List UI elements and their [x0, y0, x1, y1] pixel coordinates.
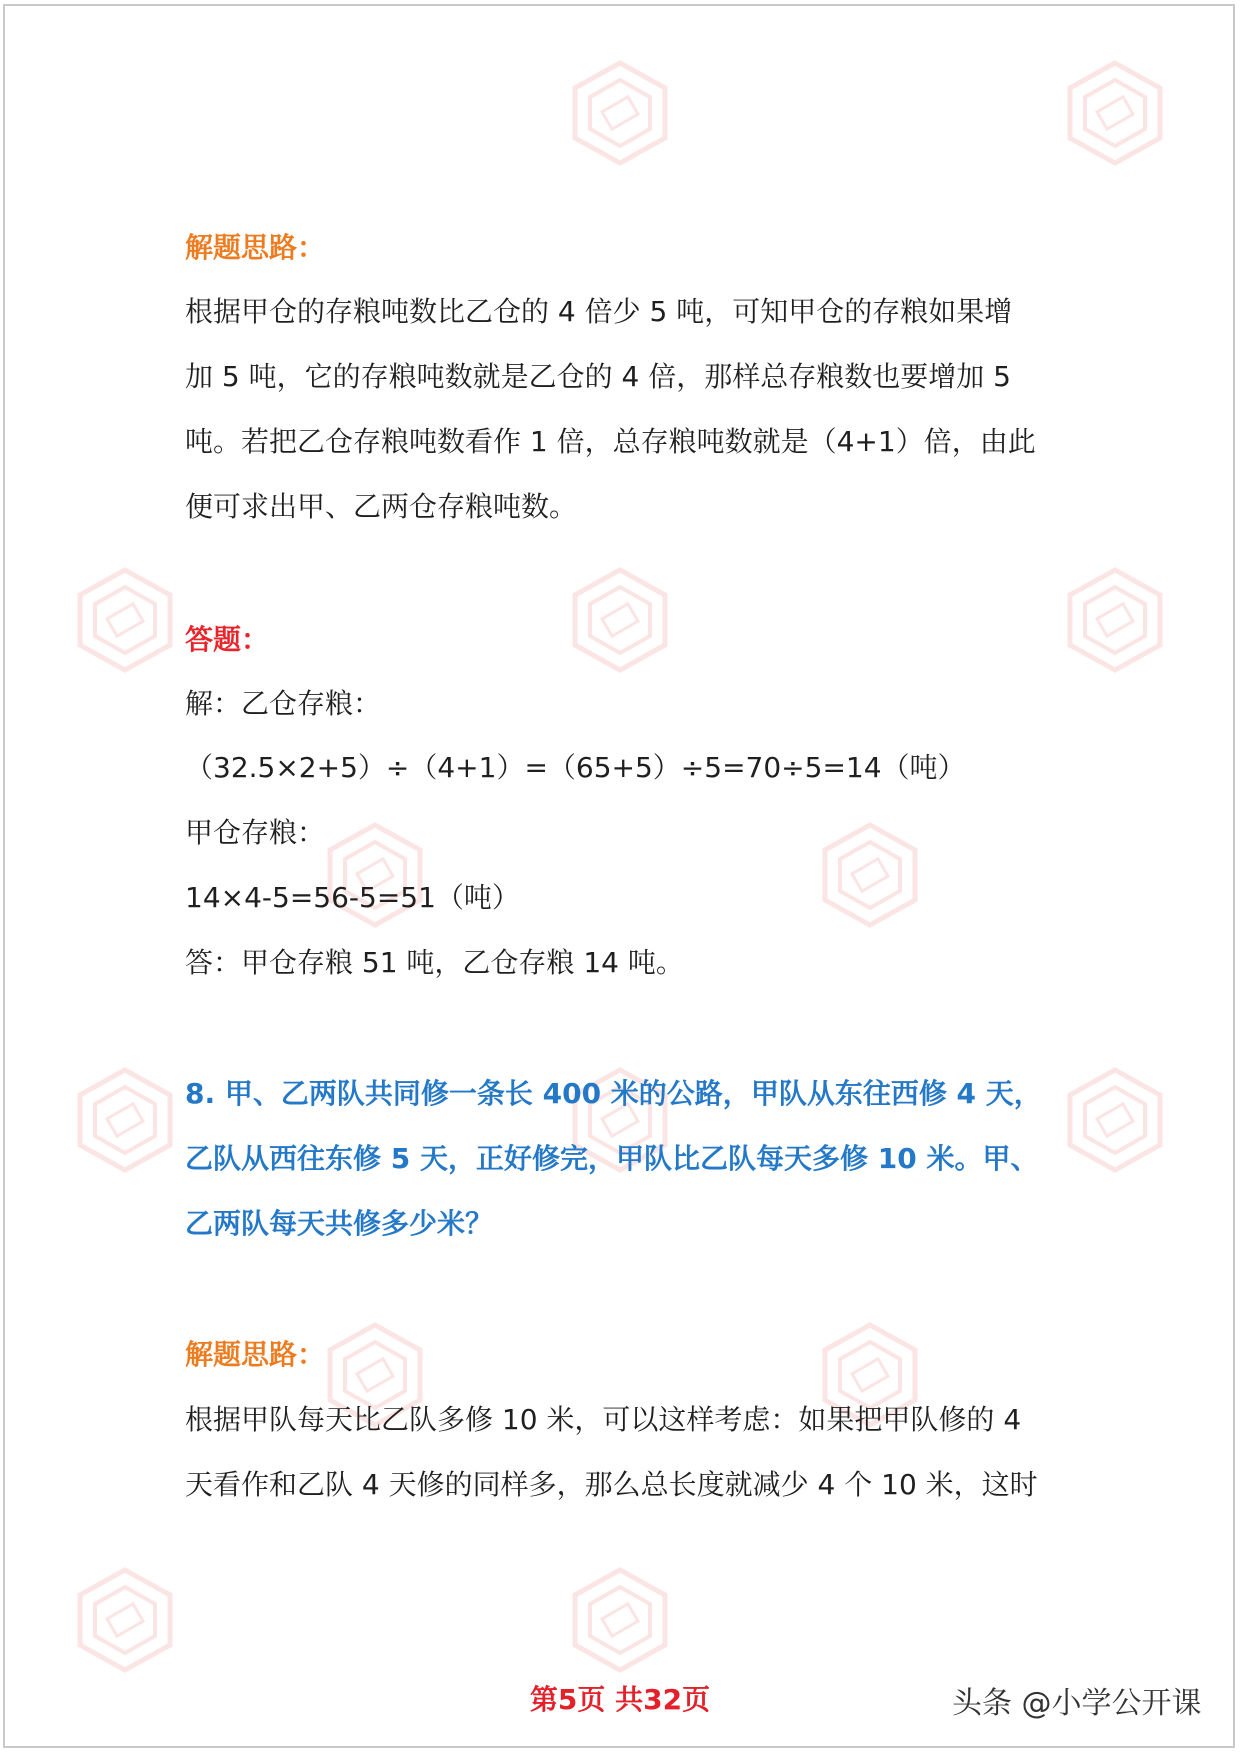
hexagon-logo-watermark-icon [70, 1565, 180, 1675]
hexagon-logo-watermark-icon [70, 1065, 180, 1175]
paragraph-line: 便可求出甲、乙两仓存粮吨数。 [185, 490, 578, 523]
hexagon-logo-watermark-icon [70, 565, 180, 675]
paragraph-line: 吨。若把乙仓存粮吨数看作 1 倍，总存粮吨数就是（4+1）倍，由此 [185, 425, 1036, 458]
hexagon-logo-watermark-icon [815, 820, 925, 930]
hexagon-logo-watermark-icon [565, 58, 675, 168]
answer-equation: 14×4-5=56-5=51（吨） [185, 881, 520, 914]
question-8-line: 乙两队每天共修多少米？ [185, 1207, 494, 1240]
source-watermark-text: 头条 @小学公开课 [952, 1686, 1202, 1721]
hexagon-logo-watermark-icon [565, 1565, 675, 1675]
page-number: 第5页 共32页 [529, 1683, 711, 1716]
solution-idea-heading: 解题思路： [185, 231, 326, 264]
hexagon-logo-watermark-icon [1060, 1065, 1170, 1175]
hexagon-logo-watermark-icon [565, 565, 675, 675]
answer-line: 解：乙仓存粮： [185, 687, 382, 720]
answer-equation: （32.5×2+5）÷（4+1）=（65+5）÷5=70÷5=14（吨） [185, 751, 966, 784]
hexagon-logo-watermark-icon [1060, 565, 1170, 675]
paragraph-line: 根据甲仓的存粮吨数比乙仓的 4 倍少 5 吨，可知甲仓的存粮如果增 [185, 295, 1013, 328]
question-8-line: 乙队从西往东修 5 天，正好修完，甲队比乙队每天多修 10 米。甲、 [185, 1142, 1039, 1175]
paragraph-line: 根据甲队每天比乙队多修 10 米，可以这样考虑：如果把甲队修的 4 [185, 1403, 1022, 1436]
hexagon-logo-watermark-icon [1060, 58, 1170, 168]
answer-conclusion: 答：甲仓存粮 51 吨，乙仓存粮 14 吨。 [185, 946, 684, 979]
question-8-line: 8. 甲、乙两队共同修一条长 400 米的公路，甲队从东往西修 4 天， [185, 1077, 1042, 1110]
paragraph-line: 加 5 吨，它的存粮吨数就是乙仓的 4 倍，那样总存粮数也要增加 5 [185, 360, 1011, 393]
answer-heading: 答题： [185, 623, 270, 656]
solution-idea-heading: 解题思路： [185, 1338, 326, 1371]
paragraph-line: 天看作和乙队 4 天修的同样多，那么总长度就减少 4 个 10 米，这时 [185, 1468, 1038, 1501]
answer-line: 甲仓存粮： [185, 816, 326, 849]
